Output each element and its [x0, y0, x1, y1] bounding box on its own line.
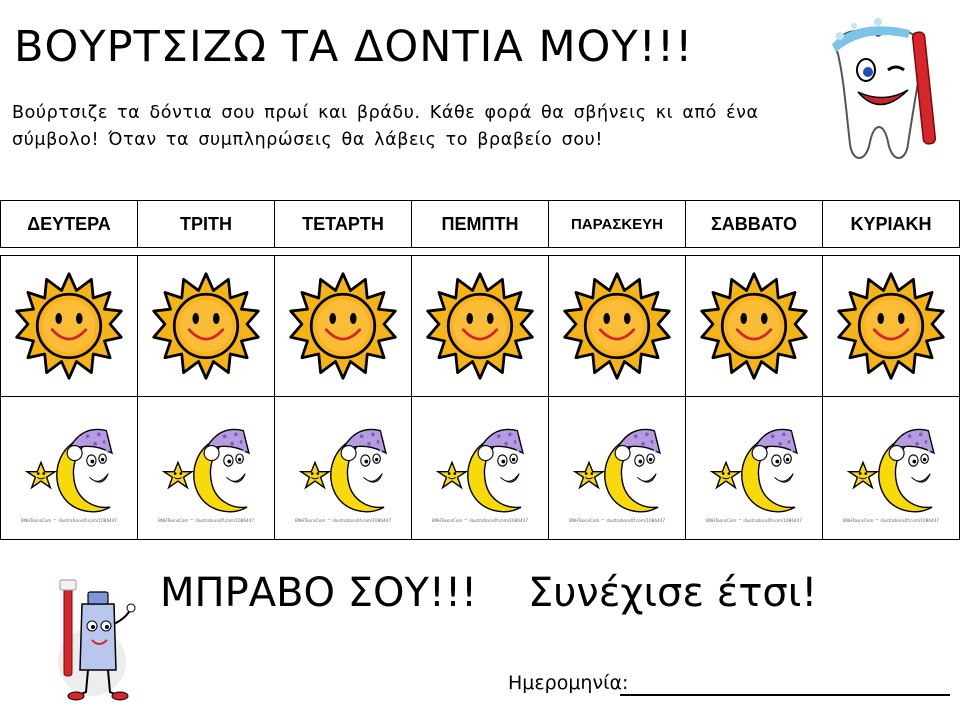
smiling-sun-icon	[287, 270, 399, 382]
evening-cell-sunday[interactable]	[823, 397, 960, 540]
smiling-sun-icon	[835, 270, 947, 382]
morning-cell-thursday[interactable]	[412, 256, 549, 397]
moon-caption: BNHToonsCom ™ illustrations0f.com/1086447	[842, 518, 940, 524]
keep-going-text: Συνέχισε έτσι!	[528, 570, 818, 616]
date-field-line[interactable]	[620, 694, 950, 696]
moon-caption: BNHToonsCom ™ illustrations0f.com/1086447	[20, 518, 118, 524]
moon-caption: BNHToonsCom ™ illustrations0f.com/1086447	[294, 518, 392, 524]
evening-cell-friday[interactable]	[549, 397, 686, 540]
brushing-chart-grid	[0, 255, 960, 540]
evening-cell-monday[interactable]	[1, 397, 138, 540]
toothpaste-mascot-icon	[52, 574, 142, 704]
weekday-friday: ΠΑΡΑΣΚΕΥΗ	[549, 201, 686, 248]
tooth-mascot-icon	[818, 14, 948, 174]
bravo-text: ΜΠΡΑΒΟ ΣΟΥ!!!	[160, 570, 478, 616]
sleeping-moon-icon	[150, 412, 262, 524]
moon-caption: BNHToonsCom ™ illustrations0f.com/1086447	[431, 518, 529, 524]
weekday-sunday: ΚΥΡΙΑΚΗ	[823, 201, 960, 248]
date-label: Ημερομηνία:	[508, 672, 629, 694]
evening-cell-wednesday[interactable]	[275, 397, 412, 540]
smiling-sun-icon	[698, 270, 810, 382]
evening-row	[1, 397, 960, 540]
morning-cell-wednesday[interactable]	[275, 256, 412, 397]
page-title: ΒΟΥΡΤΣΙΖΩ ΤΑ ΔΟΝΤΙΑ ΜΟΥ!!!	[14, 22, 694, 72]
morning-cell-tuesday[interactable]	[138, 256, 275, 397]
weekday-tuesday: ΤΡΙΤΗ	[138, 201, 275, 248]
moon-caption: BNHToonsCom ™ illustrations0f.com/1086447	[705, 518, 803, 524]
weekday-header-table	[0, 200, 960, 248]
weekday-wednesday: ΤΕΤΑΡΤΗ	[275, 201, 412, 248]
moon-caption: BNHToonsCom ™ illustrations0f.com/1086447	[157, 518, 255, 524]
weekday-saturday: ΣΑΒΒΑΤΟ	[686, 201, 823, 248]
morning-cell-saturday[interactable]	[686, 256, 823, 397]
morning-cell-sunday[interactable]	[823, 256, 960, 397]
evening-cell-saturday[interactable]	[686, 397, 823, 540]
weekday-thursday: ΠΕΜΠΤΗ	[412, 201, 549, 248]
instructions-line-2: σύμβολο! Όταν τα συμπληρώσεις θα λάβεις το βραβείο σου!	[12, 130, 603, 150]
smiling-sun-icon	[561, 270, 673, 382]
sleeping-moon-icon	[835, 412, 947, 524]
sleeping-moon-icon	[424, 412, 536, 524]
evening-cell-thursday[interactable]	[412, 397, 549, 540]
sleeping-moon-icon	[13, 412, 125, 524]
weekday-monday: ΔΕΥΤΕΡΑ	[1, 201, 138, 248]
sleeping-moon-icon	[698, 412, 810, 524]
evening-cell-tuesday[interactable]	[138, 397, 275, 540]
morning-row	[1, 256, 960, 397]
smiling-sun-icon	[13, 270, 125, 382]
instructions-text	[12, 100, 802, 154]
morning-cell-friday[interactable]	[549, 256, 686, 397]
moon-caption: BNHToonsCom ™ illustrations0f.com/1086447	[568, 518, 666, 524]
sleeping-moon-icon	[561, 412, 673, 524]
smiling-sun-icon	[424, 270, 536, 382]
instructions-line-1: Βούρτσιζε τα δόντια σου πρωί και βράδυ. Κάθε φορά θα σβήνεις κι από ένα	[12, 103, 759, 123]
sleeping-moon-icon	[287, 412, 399, 524]
smiling-sun-icon	[150, 270, 262, 382]
morning-cell-monday[interactable]	[1, 256, 138, 397]
